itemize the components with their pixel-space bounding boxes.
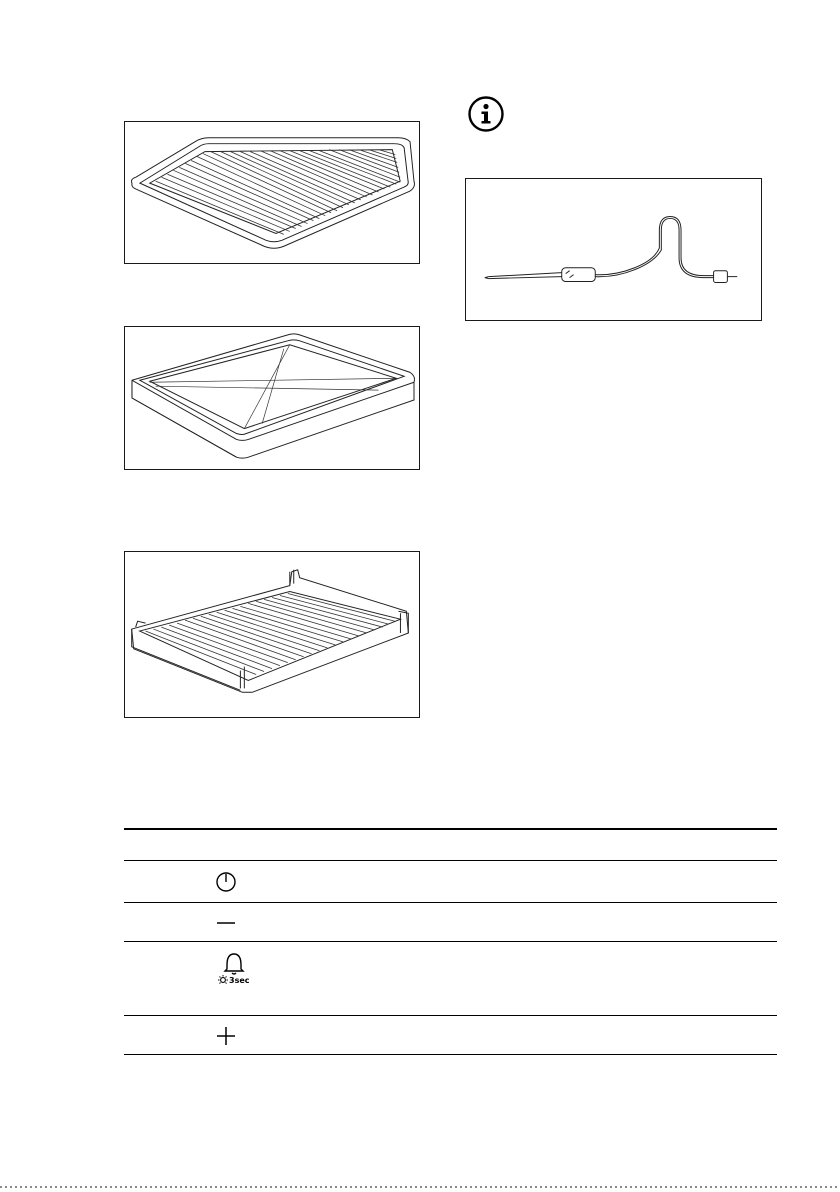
wire-shelf-illustration bbox=[124, 121, 420, 264]
bell-icon-label: 3sec bbox=[229, 976, 250, 985]
minus-icon[interactable] bbox=[214, 911, 250, 935]
info-icon bbox=[467, 95, 505, 133]
plus-icon[interactable] bbox=[214, 1024, 250, 1048]
table-row bbox=[124, 903, 777, 942]
table-row bbox=[124, 861, 777, 903]
grill-insert-illustration bbox=[124, 551, 420, 718]
baking-tray-illustration bbox=[124, 326, 420, 470]
control-table bbox=[124, 828, 777, 1055]
bell-3sec-icon[interactable] bbox=[214, 948, 250, 988]
core-temperature-sensor-illustration bbox=[465, 178, 762, 321]
table-row bbox=[124, 942, 777, 1016]
table-row bbox=[124, 1016, 777, 1055]
table-header bbox=[124, 828, 777, 861]
clock-icon[interactable] bbox=[214, 870, 250, 894]
bottom-divider bbox=[0, 1186, 840, 1188]
